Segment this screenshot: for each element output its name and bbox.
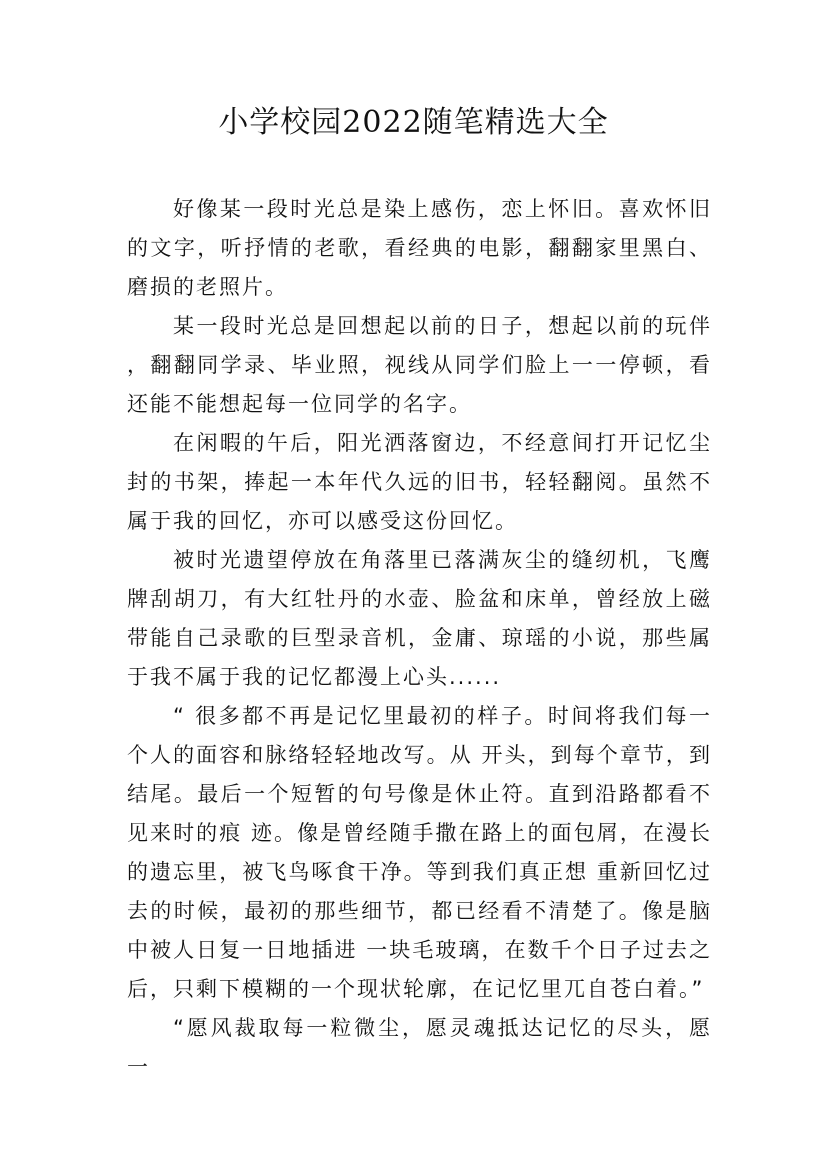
- paragraph-2: 某一段时光总是回想起以前的日子，想起以前的玩伴，翻翻同学录、毕业照，视线从同学们脸上一一停顿，看还能不能想起每一位同学的名字。: [127, 314, 712, 416]
- paragraph-5: “ 很多都不再是记忆里最初的样子。时间将我们每一个人的面容和脉络轻轻地改写。从 开头，到每个章节，到结尾。最后一个短暂的句号像是休止符。直到沿路都看不见来时的痕 迹。像是曾经随手撒在路上的面包屑，在漫长的遗忘里，被飞鸟啄食干净。等到我们真正想 重新回忆过去的时候，最初的那些细节，都已经看不清楚了。像是脑中被人日复一日地插进 一块毛玻璃，在数千个日子过去之后，只剩下模糊的一个现状轮廓，在记忆里兀自苍白着。”: [127, 704, 712, 1001]
- paragraph-3: 在闲暇的午后，阳光洒落窗边，不经意间打开记忆尘封的书架，捧起一本年代久远的旧书，轻轻翻阅。虽然不属于我的回忆，亦可以感受这份回忆。: [127, 431, 712, 533]
- document-title: 小学校园2022随笔精选大全: [218, 105, 609, 140]
- paragraph-6: “愿风裁取每一粒微尘，愿灵魂抵达记忆的尽头，愿一: [127, 1016, 712, 1079]
- paragraph-1: 好像某一段时光总是染上感伤，恋上怀旧。喜欢怀旧的文字，听抒情的老歌，看经典的电影，翻翻家里黑白、磨损的老照片。: [127, 197, 712, 299]
- paragraph-4: 被时光遗望停放在角落里已落满灰尘的缝纫机，飞鹰牌刮胡刀，有大红牡丹的水壶、脸盆和床单，曾经放上磁带能自己录歌的巨型录音机，金庸、琼瑶的小说，那些属于我不属于我的记忆都漫上心头......: [127, 548, 712, 689]
- document-body: [127, 190, 712, 1087]
